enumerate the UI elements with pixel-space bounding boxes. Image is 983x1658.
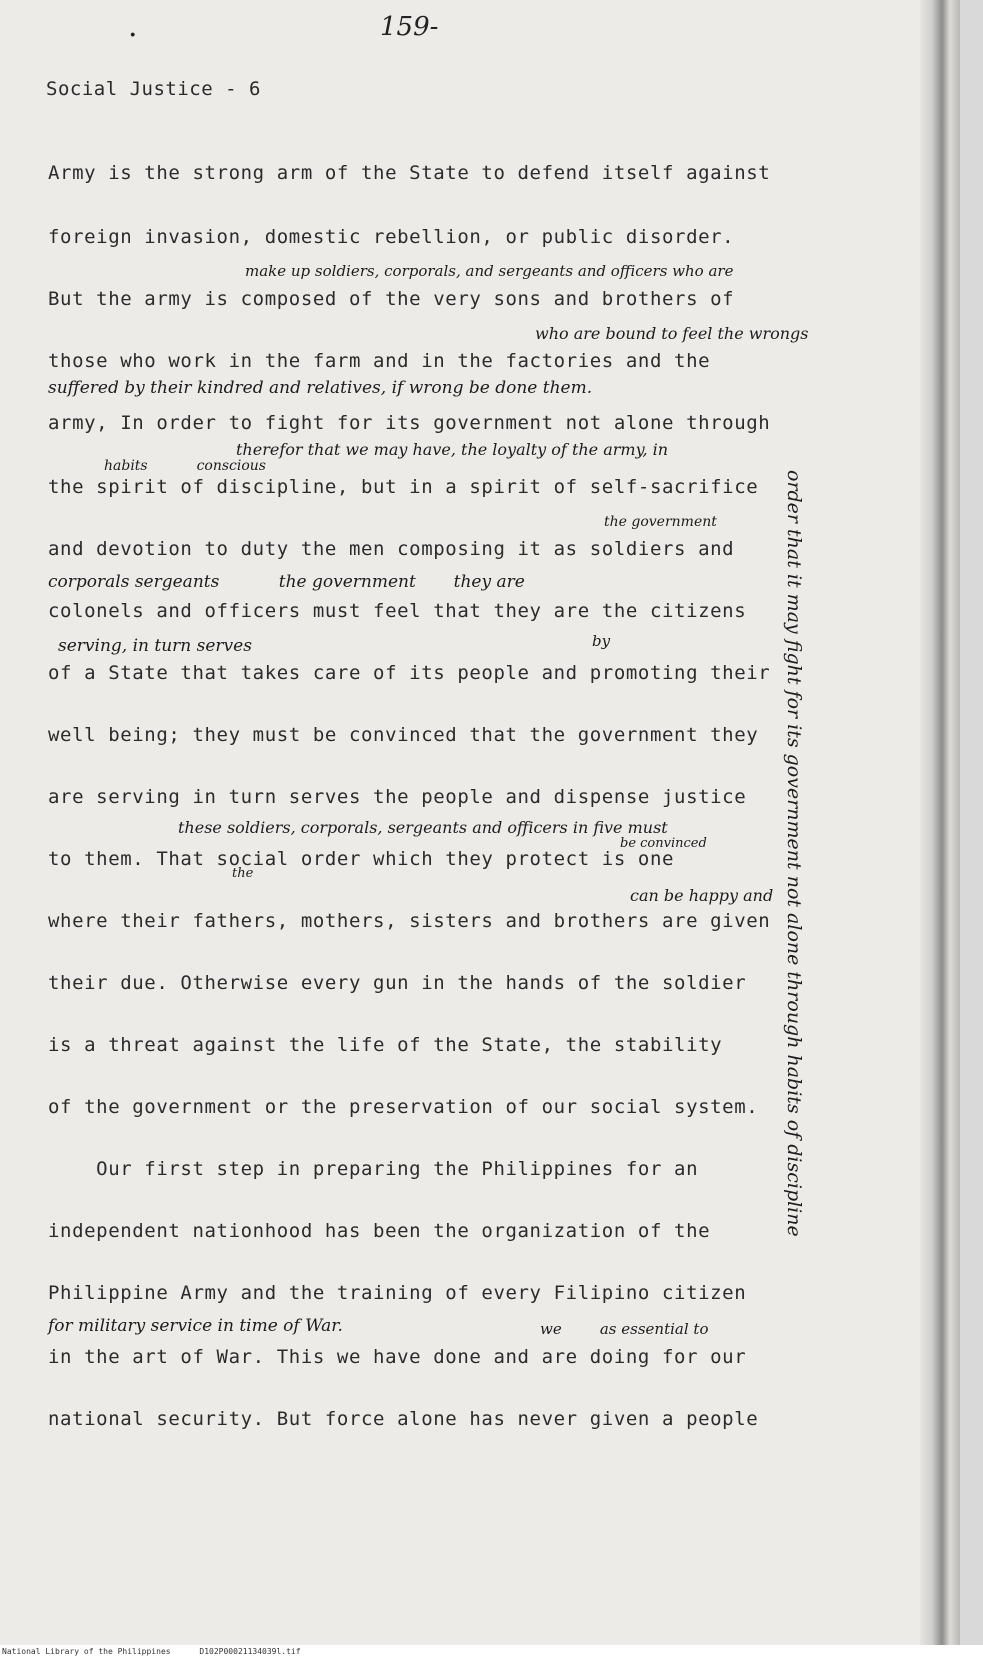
handwritten-note: habits conscious <box>104 458 266 474</box>
text-line: army, In order to fight for its government not alone through <box>48 412 771 434</box>
text-line: their due. Otherwise every gun in the hands of the soldier <box>48 972 747 994</box>
margin-note: order that it may fight for its government not alone through habits of discipline <box>783 470 805 1237</box>
handwritten-note: make up soldiers, corporals, and sergeants and officers who are <box>245 262 734 280</box>
page-header: Social Justice - 6 <box>46 78 261 100</box>
handwritten-note: suffered by their kindred and relatives, if wrong be done them. <box>48 378 593 398</box>
text-line: national security. But force alone has never given a people <box>48 1408 759 1430</box>
text-line: are serving in turn serves the people and dispense justice <box>48 786 747 808</box>
footer-library: National Library of the Philippines <box>2 1647 171 1656</box>
handwritten-note: the government <box>604 514 717 530</box>
text-line: in the art of War. This we have done and are doing for our <box>48 1346 747 1368</box>
text-line: the spirit of discipline, but in a spirit of self-sacrifice <box>48 476 759 498</box>
handwritten-note: the <box>232 866 254 881</box>
handwritten-note: these soldiers, corporals, sergeants and officers in five must <box>178 818 668 837</box>
text-line: those who work in the farm and in the factories and the <box>48 350 711 372</box>
text-line: foreign invasion, domestic rebellion, or public disorder. <box>48 226 735 248</box>
text-line: Philippine Army and the training of every Filipino citizen <box>48 1282 747 1304</box>
text-line: colonels and officers must feel that they are the citizens <box>48 600 747 622</box>
text-line: well being; they must be convinced that the government they <box>48 724 759 746</box>
text-line: Army is the strong arm of the State to defend itself against <box>48 162 771 184</box>
text-line: Our first step in preparing the Philippines for an <box>48 1158 699 1180</box>
handwritten-note: serving, in turn serves <box>58 636 252 656</box>
text-line: of a State that takes care of its people and promoting their <box>48 662 771 684</box>
handwritten-note: therefor that we may have, the loyalty of the army, in <box>236 440 669 459</box>
handwritten-note: by <box>592 632 611 650</box>
handwritten-note: we as essential to <box>540 1320 709 1338</box>
handwritten-note: for military service in time of War. <box>48 1316 343 1336</box>
text-line: But the army is composed of the very sons and brothers of <box>48 288 735 310</box>
scan-footer <box>0 1645 983 1658</box>
text-line: to them. That social order which they protect is one <box>48 848 675 870</box>
handwritten-note: who are bound to feel the wrongs <box>535 324 809 343</box>
punch-mark: · <box>128 18 138 53</box>
text-line: is a threat against the life of the State, the stability <box>48 1034 723 1056</box>
page-number: 159- <box>380 12 439 42</box>
text-line: and devotion to duty the men composing it as soldiers and <box>48 538 735 560</box>
text-line: independent nationhood has been the organization of the <box>48 1220 711 1242</box>
handwritten-note: can be happy and <box>630 886 774 905</box>
text-line: of the government or the preservation of our social system. <box>48 1096 759 1118</box>
handwritten-note: corporals sergeants the government they are <box>48 572 525 592</box>
handwritten-note: be convinced <box>620 836 707 851</box>
footer-file: D102P00021134039l.tif <box>199 1647 301 1656</box>
page-edge <box>920 0 960 1645</box>
text-line: where their fathers, mothers, sisters and brothers are given <box>48 910 771 932</box>
